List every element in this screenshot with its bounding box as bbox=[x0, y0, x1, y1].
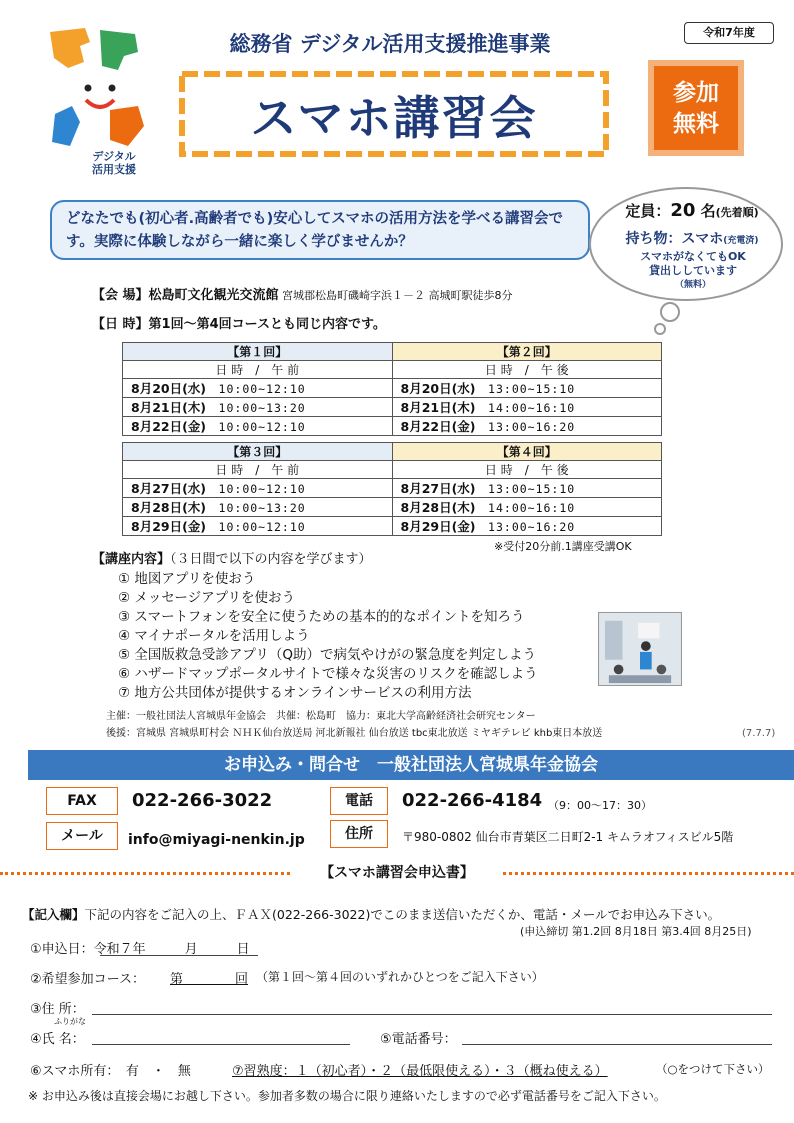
table-row: 8月21日(木) 10:00~13:20 8月21日(木) 14:00~16:10 bbox=[123, 398, 662, 417]
schedule-table-2: 【第３回】 【第４回】 日 時 / 午 前 日 時 / 午 後 8月27日(水) 10:00~12:10 8月27日(水) 13:00~15:10 8月28日(木) 10:00~13:20 8月28日(木) 14:00~16:10 8月29日(金) 10:00~12:10 8月29日(金) 13:00~16:20 bbox=[122, 442, 662, 536]
free-badge: 参加 無料 bbox=[648, 60, 744, 156]
furigana-label: ふりがな bbox=[54, 1017, 86, 1026]
form-footnote: ※ お申込み後は直接会場にお越し下さい。参加者多数の場合に限り連絡いたしますので必ず電話番号をご記入下さい。 bbox=[28, 1089, 666, 1103]
fax-label: FAX bbox=[46, 787, 118, 815]
program-subtitle: 総務省 デジタル活用支援推進事業 bbox=[229, 32, 551, 56]
form-instructions: 【記入欄】下記の内容をご記入の上、ＦＡＸ(022-266-3022)でこのまま送信いただくか、電話・メールでお申込み下さい。 bbox=[22, 907, 721, 922]
address-field-label: ③住 所： bbox=[30, 1002, 85, 1017]
address-field[interactable] bbox=[92, 1014, 772, 1015]
items-to-bring: 持ち物：スマホ(充電済) bbox=[625, 231, 759, 247]
skill-level-field[interactable]: ⑦習熟度：１（初心者）・２（最低限使える）・３（概ね使える） bbox=[232, 1064, 608, 1079]
application-date-field[interactable]: ①申込日：令和７年 月 日 bbox=[30, 942, 250, 957]
list-item: ③ スマートフォンを安全に使うための基本的的なポイントを知ろう bbox=[118, 609, 525, 625]
list-item: ⑥ ハザードマップポータルサイトで様々な災害のリスクを確認しよう bbox=[118, 666, 538, 682]
table-row: 8月20日(水) 10:00~12:10 8月20日(水) 13:00~15:10 bbox=[123, 379, 662, 398]
address-label: 住所 bbox=[330, 820, 388, 848]
form-title: 【スマホ講習会申込書】 bbox=[292, 862, 502, 882]
reception-note: ※受付20分前.1講座受講OK bbox=[494, 540, 632, 553]
phone-hours: （9：00～17：30） bbox=[548, 799, 652, 812]
organizers: 主催：一般社団法人宮城県年金協会 共催：松島町 協力：東北大学高齢経済社会研究センター 後援：宮城県 宮城県町村会 ＮＨＫ仙台放送局 河北新報社 仙台放送 tbc東北放送 ミヤギテレビ khb東日本放送 (7.7.7) bbox=[106, 711, 776, 739]
table-row: 8月22日(金) 10:00~12:10 8月22日(金) 13:00~16:20 bbox=[123, 417, 662, 436]
course-note: （第１回～第４回のいずれかひとつをご記入下さい） bbox=[256, 970, 544, 984]
dates-info: 【日 時】第1回～第4回コースとも同じ内容です。 bbox=[92, 317, 386, 332]
capacity-text: 定員：20 名(先着順) bbox=[625, 200, 759, 221]
table-row: 8月27日(水) 10:00~12:10 8月27日(水) 13:00~15:10 bbox=[123, 479, 662, 498]
tel-label: 電話 bbox=[330, 787, 388, 815]
phone-field[interactable] bbox=[462, 1044, 772, 1045]
logo-caption: デジタル 活用支援 bbox=[92, 150, 136, 176]
email-address[interactable]: info@miyagi-nenkin.jp bbox=[128, 832, 305, 848]
course-header: 【第４回】 bbox=[392, 443, 662, 461]
course-label: ②希望参加コース： bbox=[30, 972, 146, 987]
smartphone-ownership-field[interactable]: ⑥スマホ所有： 有 ・ 無 bbox=[30, 1064, 191, 1079]
course-contents-title: 【講座内容】（３日間で以下の内容を学びます） bbox=[92, 552, 372, 567]
name-field[interactable] bbox=[92, 1044, 350, 1045]
page-title: スマホ講習会 bbox=[250, 91, 538, 145]
schedule-table-1: 【第１回】 【第２回】 日 時 / 午 前 日 時 / 午 後 8月20日(水) 10:00~12:10 8月20日(水) 13:00~15:10 8月21日(木) 10:00~13:20 8月21日(木) 14:00~16:10 8月22日(金) 10:00~12:10 8月22日(金) 13:00~16:20 bbox=[122, 342, 662, 436]
list-item: ① 地図アプリを使おう bbox=[118, 571, 256, 587]
list-item: ④ マイナポータルを活用しよう bbox=[118, 628, 310, 644]
skill-note: （○をつけて下さい） bbox=[656, 1062, 770, 1076]
course-contents-list bbox=[118, 570, 538, 703]
phone-field-label: ⑤電話番号： bbox=[380, 1032, 457, 1047]
course-header: 【第３回】 bbox=[123, 443, 393, 461]
fiscal-year-badge: 令和7年度 bbox=[684, 22, 774, 44]
contact-bar: お申込み・問合せ 一般社団法人宮城県年金協会 bbox=[28, 750, 794, 780]
deadline-note: (申込締切 第1.2回 8月18日 第3.4回 8月25日) bbox=[520, 925, 752, 938]
class-photo bbox=[598, 612, 682, 686]
course-header: 【第１回】 bbox=[123, 343, 393, 361]
list-item: ⑦ 地方公共団体が提供するオンラインサービスの利用方法 bbox=[118, 685, 472, 701]
table-row: 8月29日(金) 10:00~12:10 8月29日(金) 13:00~16:20 bbox=[123, 517, 662, 536]
name-field-label: ④氏 名： bbox=[30, 1032, 85, 1047]
venue-info: 【会 場】松島町文化観光交流館 宮城郡松島町磯崎字浜１－２ 高城町駅徒歩8分 bbox=[92, 288, 513, 303]
table-row: 8月28日(木) 10:00~13:20 8月28日(木) 14:00~16:10 bbox=[123, 498, 662, 517]
fax-number: 022-266-3022 bbox=[132, 790, 273, 811]
intro-box: どなたでも(初心者.高齢者でも)安心してスマホの活用方法を学べる講習会です。実際に体験しながら一緒に楽しく学びませんか？ bbox=[50, 200, 590, 260]
list-item: ② メッセージアプリを使おう bbox=[118, 590, 296, 606]
mail-label: メール bbox=[46, 822, 118, 850]
tel-number: 022-266-4184 bbox=[402, 790, 543, 811]
list-item: ⑤ 全国版救急受診アプリ（Q助）で病気やけがの緊急度を判定しよう bbox=[118, 647, 536, 663]
course-header: 【第２回】 bbox=[392, 343, 662, 361]
lending-note: スマホがなくてもOK 貸出ししています （無料） bbox=[640, 250, 746, 290]
address-text: 〒980-0802 仙台市青葉区二日町2-1 キムラオフィスビル5階 bbox=[402, 830, 734, 844]
course-field[interactable]: 第 回 bbox=[170, 972, 249, 987]
